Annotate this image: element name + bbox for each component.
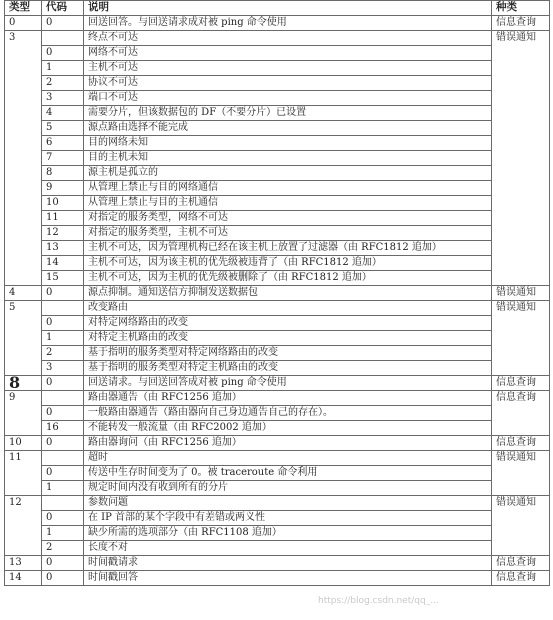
table-row [5,226,550,241]
table-row [5,346,550,361]
code-cell: 2 [42,346,84,361]
description-cell: 参数问题 [84,496,492,511]
code-cell: 0 [42,556,84,571]
table-row [5,31,550,46]
header-code: 代码 [42,1,84,16]
code-cell [42,31,84,46]
icmp-type-table [4,0,550,586]
type-cell: 9 [5,391,42,436]
description-cell: 路由器询问（由 RFC1256 追加） [84,436,492,451]
description-cell: 时间戳回答 [84,571,492,586]
type-cell: 10 [5,436,42,451]
description-cell: 对特定主机路由的改变 [84,331,492,346]
description-cell: 网络不可达 [84,46,492,61]
description-cell: 对指定的服务类型，网络不可达 [84,211,492,226]
code-cell: 2 [42,76,84,91]
kind-cell: 信息查询 [492,391,550,436]
table-row [5,571,550,586]
table-row [5,541,550,556]
code-cell: 0 [42,16,84,31]
type-cell: 11 [5,451,42,496]
description-cell: 基于指明的服务类型对特定主机路由的改变 [84,361,492,376]
table-row [5,526,550,541]
table-row [5,76,550,91]
table-row [5,151,550,166]
table-row [5,391,550,406]
kind-cell: 信息查询 [492,556,550,571]
description-cell: 主机不可达 [84,61,492,76]
description-cell: 终点不可达 [84,31,492,46]
table-row [5,421,550,436]
code-cell: 0 [42,316,84,331]
table-row [5,376,550,391]
description-cell: 回送回答。与回送请求成对被 ping 命令使用 [84,16,492,31]
table-row [5,436,550,451]
table-row [5,181,550,196]
header-row [5,1,550,16]
table-row [5,481,550,496]
table-row [5,316,550,331]
code-cell: 2 [42,541,84,556]
description-cell: 对指定的服务类型，主机不可达 [84,226,492,241]
kind-cell: 信息查询 [492,571,550,586]
kind-cell: 错误通知 [492,496,550,556]
table-row [5,61,550,76]
description-cell: 目的网络未知 [84,136,492,151]
kind-cell: 错误通知 [492,451,550,496]
description-cell: 路由器通告（由 RFC1256 追加） [84,391,492,406]
code-cell: 0 [42,511,84,526]
type-cell: 5 [5,301,42,376]
description-cell: 协议不可达 [84,76,492,91]
code-cell: 14 [42,256,84,271]
header-kind: 种类 [492,1,550,16]
code-cell: 6 [42,136,84,151]
table-row [5,121,550,136]
table-row [5,496,550,511]
type-cell: 14 [5,571,42,586]
type-cell: 0 [5,16,42,31]
header-description: 说明 [84,1,492,16]
type-cell: 4 [5,286,42,301]
table-row [5,16,550,31]
table-row [5,556,550,571]
description-cell: 源主机是孤立的 [84,166,492,181]
code-cell: 0 [42,376,84,391]
description-cell: 一般路由器通告（路由器向自己身边通告自己的存在）。 [84,406,492,421]
code-cell: 4 [42,106,84,121]
table-row [5,196,550,211]
type-cell: 3 [5,31,42,286]
code-cell: 12 [42,226,84,241]
code-cell: 0 [42,436,84,451]
kind-cell: 信息查询 [492,16,550,31]
code-cell: 1 [42,481,84,496]
watermark-text: https://blog.csdn.net/qq_... [318,596,439,606]
code-cell: 0 [42,406,84,421]
code-cell: 7 [42,151,84,166]
code-cell: 10 [42,196,84,211]
description-cell: 超时 [84,451,492,466]
code-cell: 8 [42,166,84,181]
table-row [5,136,550,151]
table-row [5,241,550,256]
code-cell: 0 [42,286,84,301]
table-body [5,16,550,586]
table-row [5,301,550,316]
description-cell: 缺少所需的选项部分（由 RFC1108 追加） [84,526,492,541]
description-cell: 规定时间内没有收到所有的分片 [84,481,492,496]
table-row [5,466,550,481]
description-cell: 回送请求。与回送回答成对被 ping 命令使用 [84,376,492,391]
code-cell: 5 [42,121,84,136]
description-cell: 源点抑制。通知送信方抑制发送数据包 [84,286,492,301]
description-cell: 源点路由选择不能完成 [84,121,492,136]
description-cell: 主机不可达，因为该主机的优先级被违背了（由 RFC1812 追加） [84,256,492,271]
code-cell: 1 [42,526,84,541]
type-cell: 12 [5,496,42,556]
description-cell: 需要分片，但该数据包的 DF（不要分片）已设置 [84,106,492,121]
description-cell: 主机不可达，因为管理机构已经在该主机上放置了过滤器（由 RFC1812 追加） [84,241,492,256]
code-cell: 1 [42,331,84,346]
description-cell: 基于指明的服务类型对特定网络路由的改变 [84,346,492,361]
table-row [5,91,550,106]
code-cell [42,391,84,406]
code-cell: 0 [42,46,84,61]
table-row [5,271,550,286]
table-row [5,256,550,271]
description-cell: 端口不可达 [84,91,492,106]
description-cell: 从管理上禁止与目的主机通信 [84,196,492,211]
table-row [5,286,550,301]
code-cell [42,301,84,316]
table-row [5,211,550,226]
table-row [5,331,550,346]
description-cell: 时间戳请求 [84,556,492,571]
kind-cell: 错误通知 [492,301,550,376]
kind-cell: 信息查询 [492,376,550,391]
table-row [5,46,550,61]
description-cell: 改变路由 [84,301,492,316]
table-row [5,361,550,376]
code-cell: 16 [42,421,84,436]
table-row [5,166,550,181]
kind-cell: 错误通知 [492,31,550,286]
table-row [5,106,550,121]
code-cell: 11 [42,211,84,226]
description-cell: 传送中生存时间变为了 0。被 traceroute 命令利用 [84,466,492,481]
code-cell: 15 [42,271,84,286]
code-cell: 0 [42,466,84,481]
code-cell [42,496,84,511]
description-cell: 主机不可达，因为主机的优先级被删除了（由 RFC1812 追加） [84,271,492,286]
code-cell: 13 [42,241,84,256]
code-cell: 3 [42,91,84,106]
description-cell: 不能转发一般流量（由 RFC2002 追加） [84,421,492,436]
header-type: 类型 [5,1,42,16]
description-cell: 在 IP 首部的某个字段中有差错或两义性 [84,511,492,526]
description-cell: 对特定网络路由的改变 [84,316,492,331]
code-cell: 0 [42,571,84,586]
description-cell: 从管理上禁止与目的网络通信 [84,181,492,196]
kind-cell: 错误通知 [492,286,550,301]
type-cell: 8 [5,376,42,391]
code-cell: 3 [42,361,84,376]
type-cell: 13 [5,556,42,571]
code-cell [42,451,84,466]
description-cell: 目的主机未知 [84,151,492,166]
table-row [5,406,550,421]
description-cell: 长度不对 [84,541,492,556]
code-cell: 9 [42,181,84,196]
table-row [5,451,550,466]
table-row [5,511,550,526]
kind-cell: 信息查询 [492,436,550,451]
code-cell: 1 [42,61,84,76]
